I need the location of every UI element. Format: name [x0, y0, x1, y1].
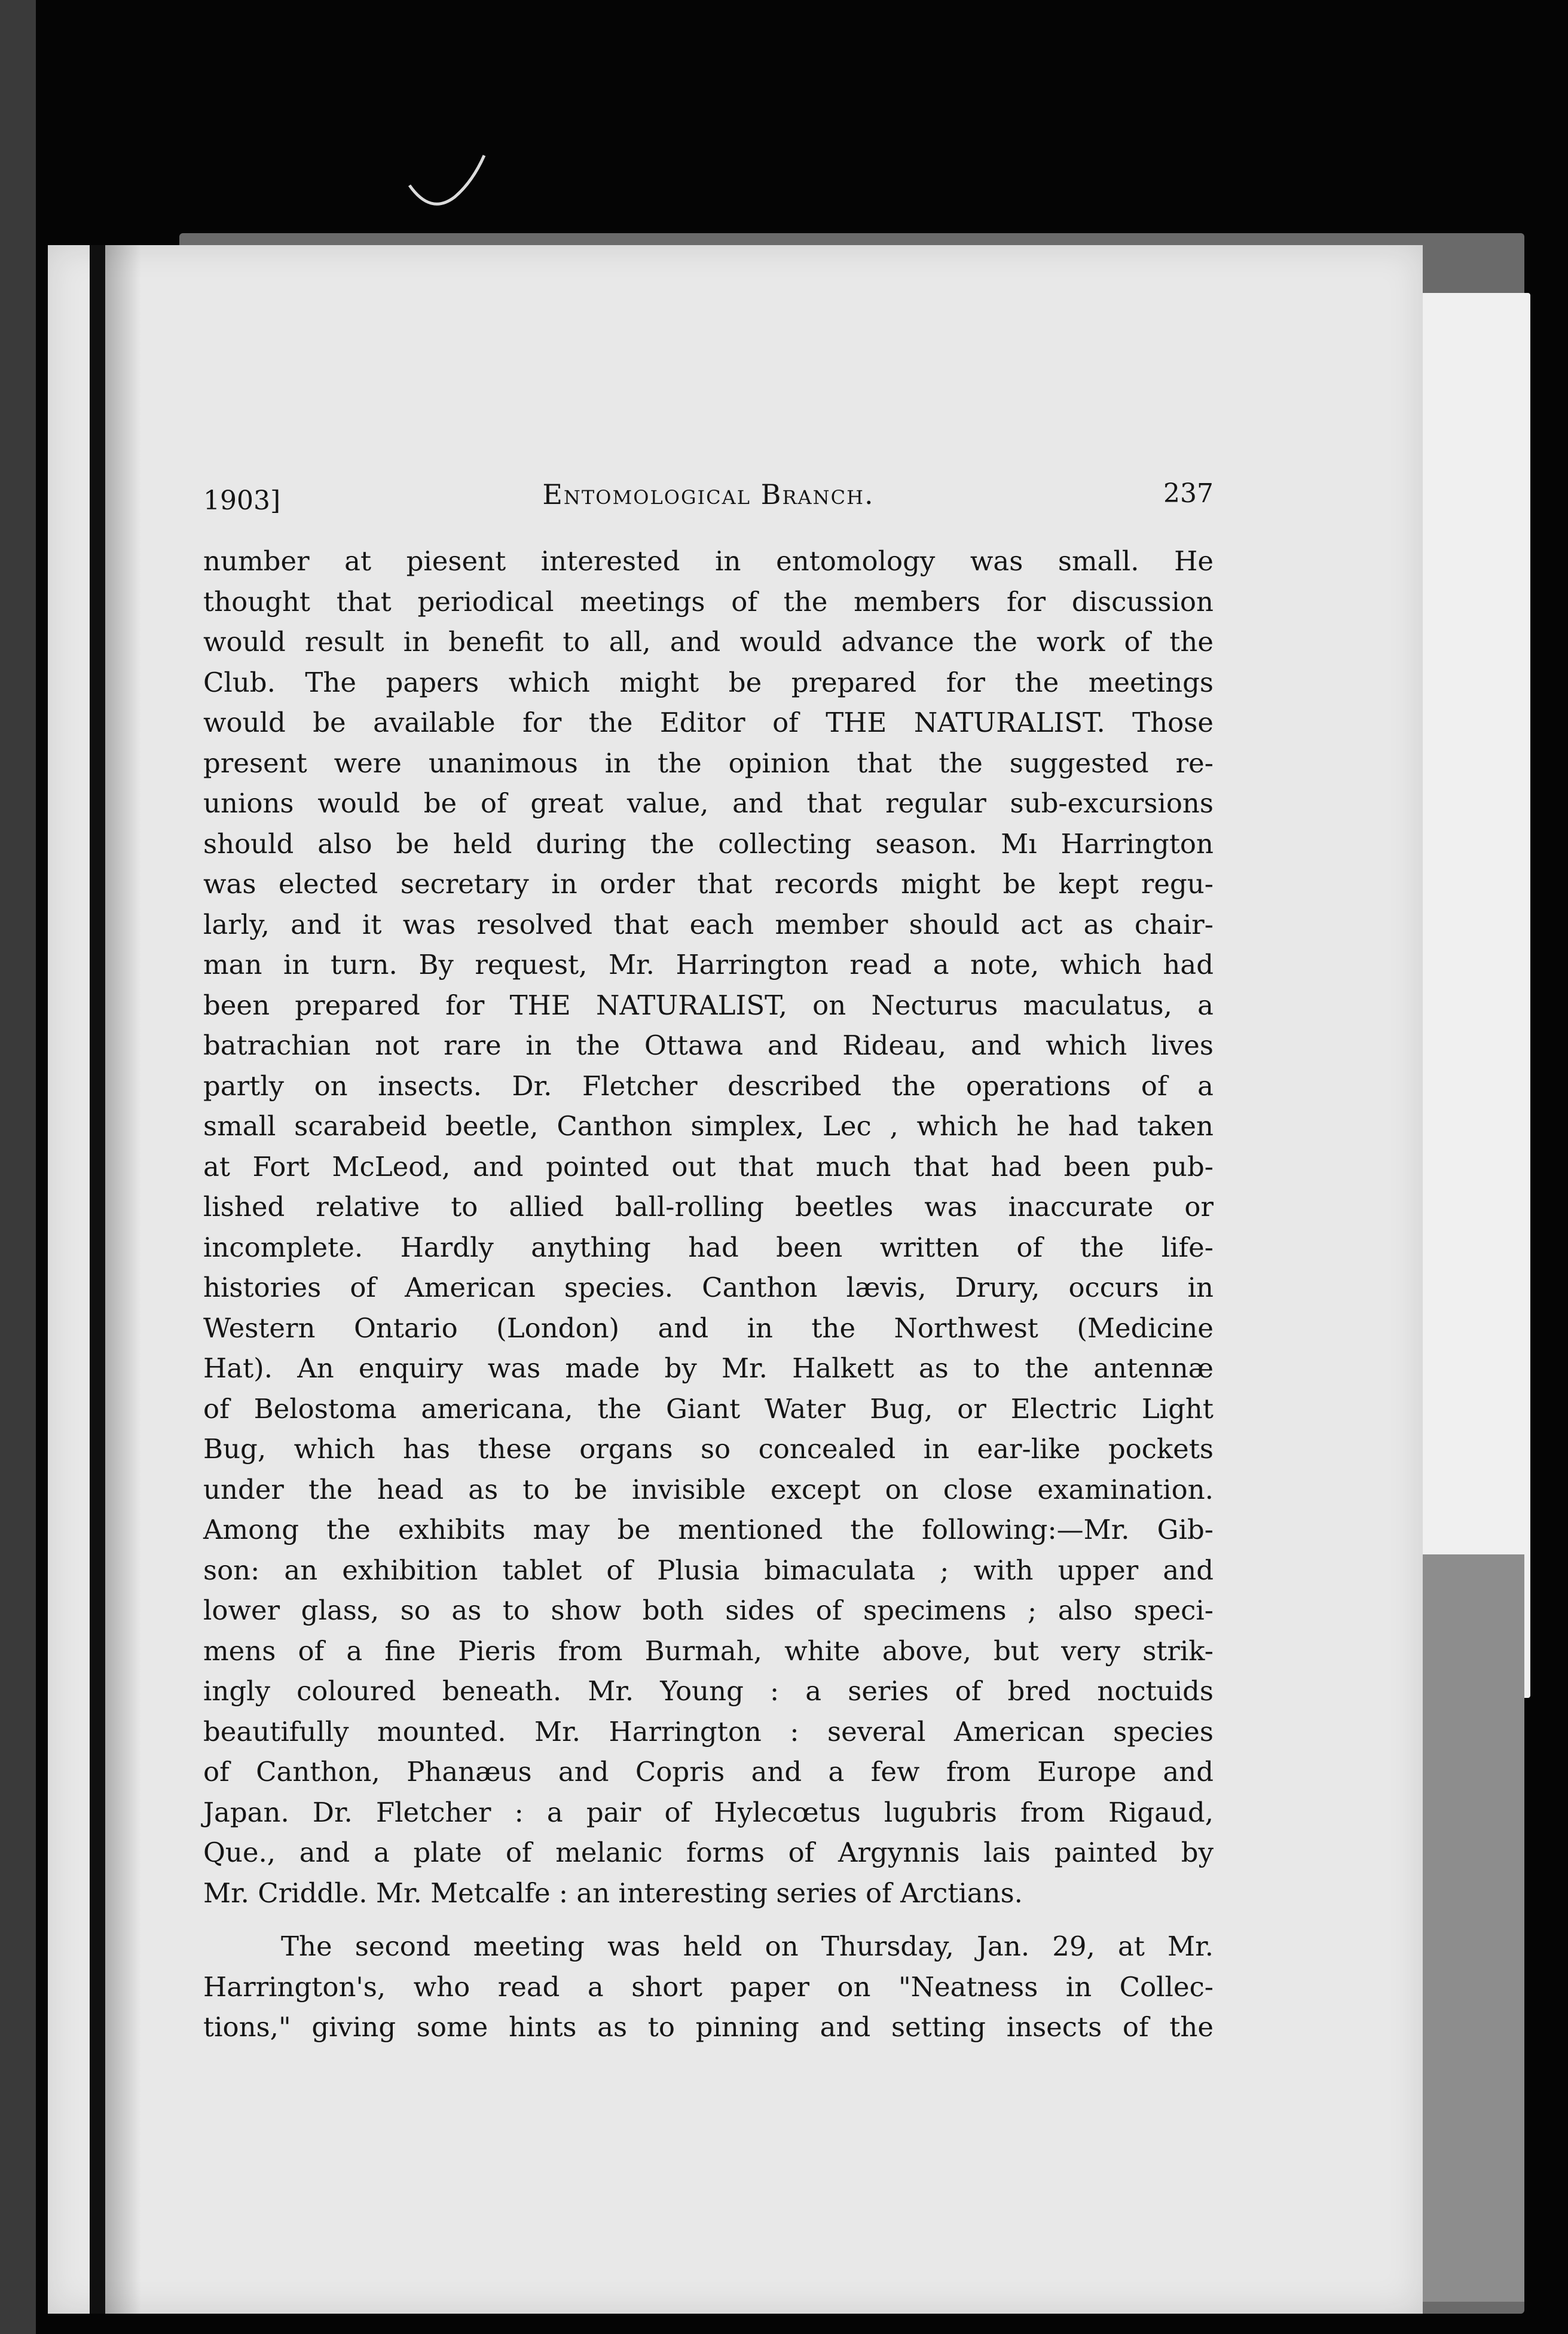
paragraph-2 [203, 1926, 1214, 2048]
adjacent-page-edge [1411, 293, 1530, 1698]
text-line: lished relative to allied ball-rolling beetles was inaccurate or [203, 1191, 1214, 1223]
stray-mark [406, 149, 526, 221]
text-line: beautifully mounted. Mr. Harrington : several American species [203, 1715, 1214, 1748]
text-line: been prepared for THE NATURALIST, on Necturus maculatus, a [203, 989, 1214, 1021]
text-line: mens of a fine Pieris from Burmah, white above, but very strik- [203, 1635, 1214, 1667]
text-line: at Fort McLeod, and pointed out that much that had been pub- [203, 1150, 1214, 1183]
text-line: of Canthon, Phanæus and Copris and a few from Europe and [203, 1756, 1214, 1788]
text-line: batrachian not rare in the Ottawa and Rideau, and which lives [203, 1029, 1214, 1061]
text-line: present were unanimous in the opinion that the suggested re- [203, 747, 1214, 779]
text-line: partly on insects. Dr. Fletcher described the operations of a [203, 1070, 1214, 1102]
text-line: was elected secretary in order that records might be kept regu- [203, 868, 1214, 900]
text-line: Que., and a plate of melanic forms of Argynnis lais painted by [203, 1837, 1214, 1868]
page-binding-shadow [105, 245, 141, 2314]
text-line: lower glass, so as to show both sides of specimens ; also speci- [203, 1594, 1214, 1626]
text-line: would result in benefit to all, and would advance the work of the [203, 626, 1214, 658]
text-line: Among the exhibits may be mentioned the following:—Mr. Gib- [203, 1514, 1214, 1545]
text-line: The second meeting was held on Thursday, Jan. 29, at Mr. [281, 1930, 1214, 1962]
paragraph-gap [203, 1913, 1214, 1926]
text-line: Western Ontario (London) and in the Northwest (Medicine [203, 1312, 1214, 1344]
text-line: man in turn. By request, Mr. Harrington read a note, which had [203, 949, 1214, 980]
text-line: histories of American species. Canthon lævis, Drury, occurs in [203, 1272, 1214, 1303]
text-line: larly, and it was resolved that each member should act as chair- [203, 908, 1214, 940]
text-line: Hat). An enquiry was made by Mr. Halkett as to the antennæ [203, 1352, 1214, 1384]
text-line: son: an exhibition tablet of Plusia bimaculata ; with upper and [203, 1554, 1214, 1586]
running-head [203, 478, 1214, 526]
text-line: under the head as to be invisible except on close examination. [203, 1473, 1214, 1505]
scanner-left-edge [0, 0, 36, 2334]
text-line: Club. The papers which might be prepared for the meetings [203, 666, 1214, 698]
page-binding-edge [90, 245, 105, 2314]
text-line: tions," giving some hints as to pinning and setting insects of the [203, 2011, 1214, 2043]
text-line: Harrington's, who read a short paper on "Neatness in Collec- [203, 1971, 1214, 2003]
adjacent-page-shadow [1423, 1554, 1524, 2302]
body-text [203, 541, 1214, 2048]
text-line: ingly coloured beneath. Mr. Young : a series of bred noctuids [203, 1675, 1214, 1707]
text-line: would be available for the Editor of THE NATURALIST. Those [203, 707, 1214, 738]
running-head-title: Entomological Branch. [542, 478, 875, 511]
text-line: Japan. Dr. Fletcher : a pair of Hylecœtus lugubris from Rigaud, [203, 1796, 1214, 1828]
text-line: of Belostoma americana, the Giant Water Bug, or Electric Light [203, 1392, 1214, 1425]
text-line: thought that periodical meetings of the members for discussion [203, 585, 1214, 618]
paragraph-1 [203, 541, 1214, 1913]
running-head-year: 1903] [203, 485, 281, 516]
text-line: Mr. Criddle. Mr. Metcalfe : an interesting series of Arctians. [203, 1877, 1023, 1909]
text-line: number at piesent interested in entomology was small. He [203, 545, 1214, 577]
text-line: small scarabeid beetle, Canthon simplex, Lec , which he had taken [203, 1110, 1214, 1142]
text-line: should also be held during the collecting season. Mı Harrington [203, 827, 1214, 860]
page-number: 237 [1163, 478, 1214, 509]
text-line: incomplete. Hardly anything had been written of the life- [203, 1231, 1214, 1263]
text-line: unions would be of great value, and that regular sub-excursions [203, 787, 1214, 819]
text-line: Bug, which has these organs so concealed in ear-like pockets [203, 1433, 1214, 1465]
